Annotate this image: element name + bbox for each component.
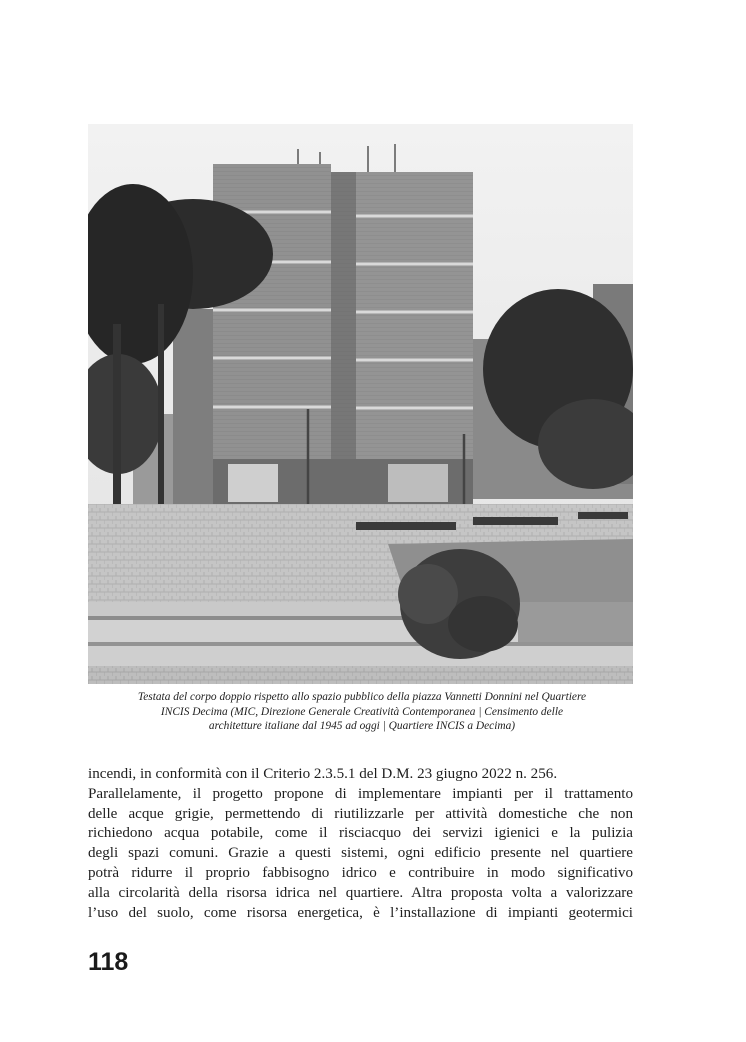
caption-line: architetture italiane dal 1945 ad oggi | Quartiere INCIS a Decima) (208, 720, 516, 733)
caption-line: Testata del corpo doppio rispetto allo spazio pubblico della piazza Vannetti Donnini nel Quartiere (137, 691, 587, 703)
figure-caption (92, 690, 632, 734)
figure-photo (88, 124, 633, 684)
body-line: Parallelamente, il progetto propone di implementare impianti per il trattamento (88, 785, 633, 802)
body-paragraph (88, 765, 633, 923)
building-photo-illustration (88, 124, 633, 684)
body-line: incendi, in conformità con il Criterio 2.3.5.1 del D.M. 23 giugno 2022 n. 256. (88, 766, 558, 782)
body-line: delle acque grigie, permettendo di riutilizzarle per attività domestiche che non (88, 805, 633, 822)
body-line: potrà ridurre il proprio fabbisogno idrico e contribuire in modo significativo (88, 864, 633, 881)
body-line: alla circolarità della risorsa idrica nel quartiere. Altra proposta volta a valorizzare (88, 884, 633, 901)
caption-line: INCIS Decima (MIC, Direzione Generale Creatività Contemporanea | Censimento delle (160, 705, 564, 718)
body-line: degli spazi comuni. Grazie a questi sistemi, ogni edificio presente nel quartiere (88, 845, 633, 862)
body-line: l’uso del suolo, come risorsa energetica, è l’installazione di impianti geotermici (88, 904, 633, 921)
page-number: 118 (88, 948, 129, 976)
body-line: richiedono acqua potabile, come il risciacquo dei servizi igienici e la pulizia (88, 825, 633, 842)
